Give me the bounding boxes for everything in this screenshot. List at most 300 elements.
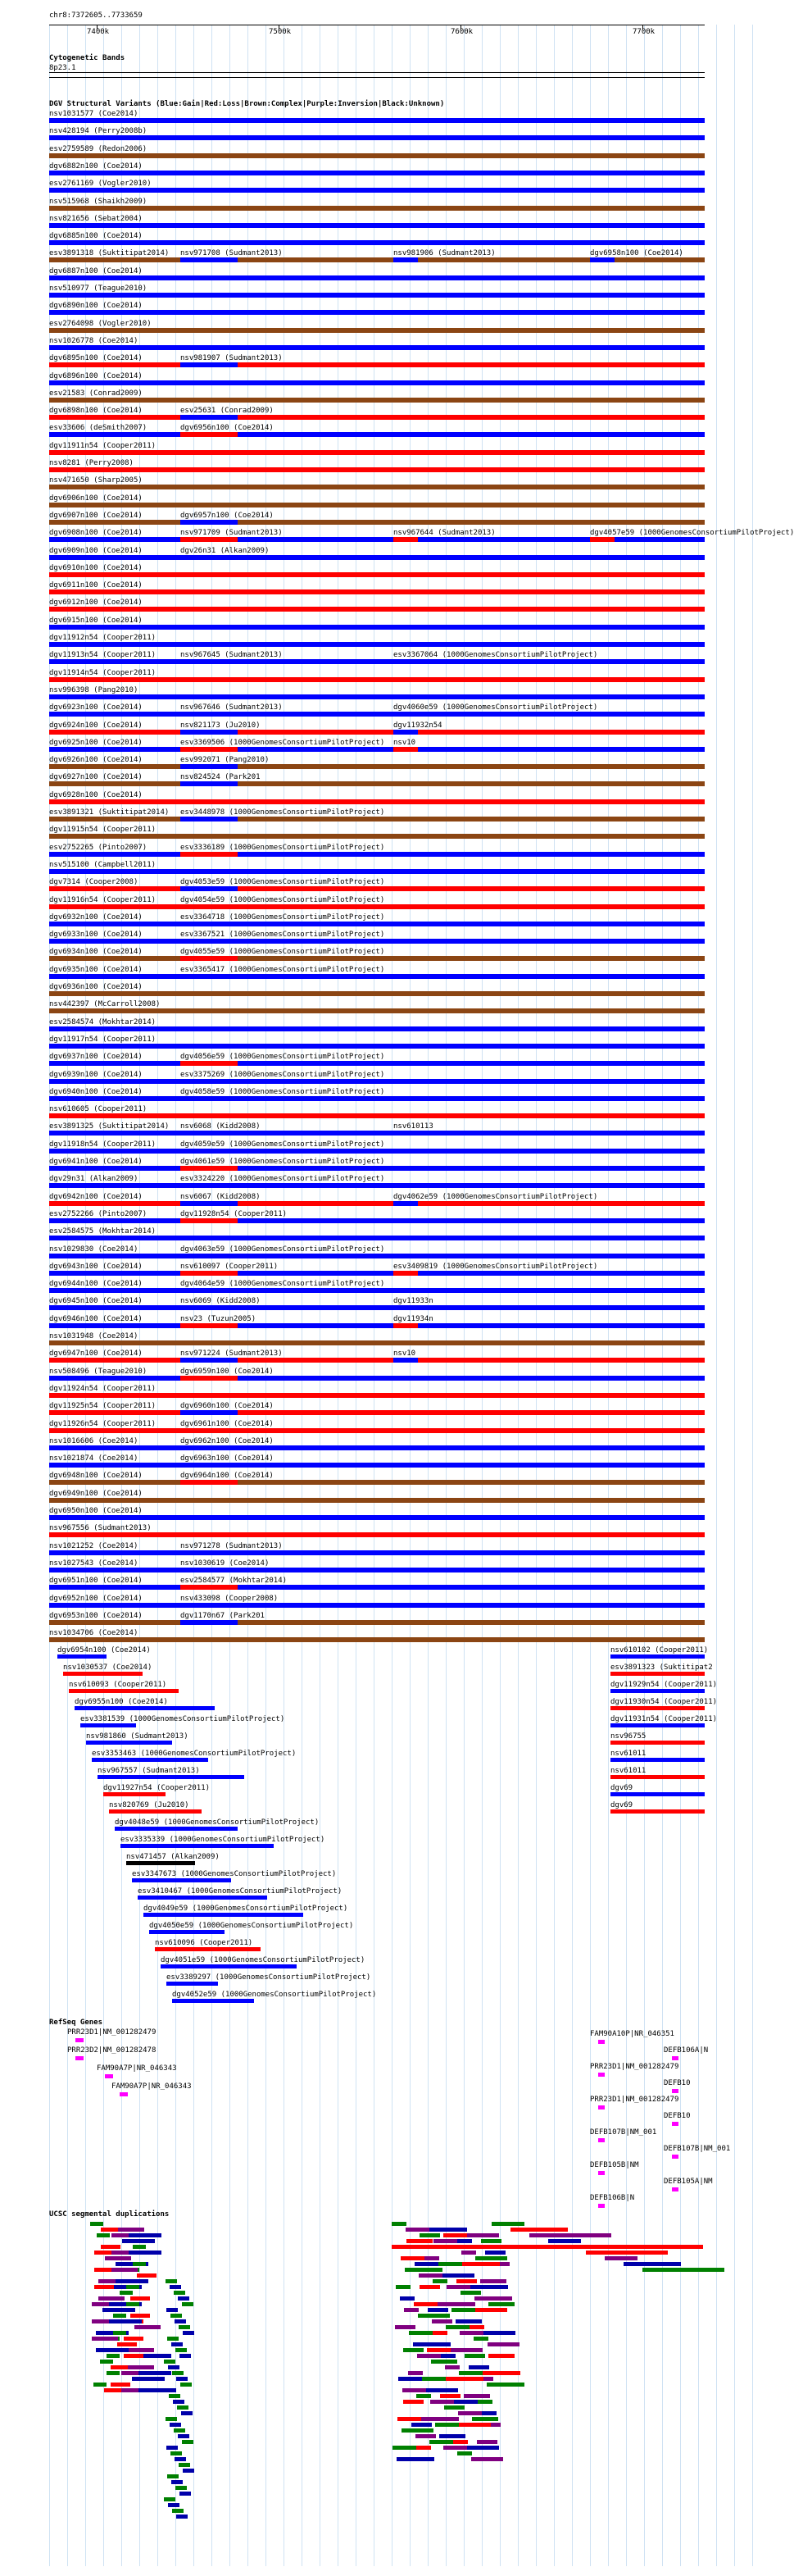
sv-extra-bar[interactable]	[180, 712, 238, 717]
sv-tail-bar[interactable]	[166, 1982, 218, 1986]
gene-bar-right[interactable]	[598, 2138, 605, 2142]
sv-extra-bar[interactable]	[180, 1149, 238, 1154]
segdup-bar[interactable]	[400, 2296, 415, 2301]
gene-bar-right[interactable]	[672, 2155, 678, 2159]
segdup-bar[interactable]	[451, 2348, 483, 2352]
sv-extra-bar[interactable]	[590, 257, 615, 262]
sv-bar[interactable]	[49, 607, 705, 612]
sv-bar[interactable]	[49, 206, 705, 211]
segdup-bar[interactable]	[624, 2262, 681, 2266]
sv-extra-bar[interactable]	[180, 1463, 238, 1468]
sv-bar[interactable]	[49, 1620, 705, 1625]
sv-bar[interactable]	[49, 1166, 705, 1171]
segdup-bar[interactable]	[443, 2446, 470, 2450]
sv-bar[interactable]	[49, 572, 705, 577]
sv-extra-bar[interactable]	[393, 537, 418, 542]
segdup-bar[interactable]	[420, 2285, 440, 2289]
segdup-bar[interactable]	[113, 2314, 126, 2318]
segdup-bar[interactable]	[460, 2331, 486, 2335]
segdup-bar[interactable]	[456, 2319, 482, 2323]
sv-extra-bar[interactable]	[180, 817, 238, 821]
segdup-bar[interactable]	[431, 2360, 457, 2364]
segdup-bar[interactable]	[166, 2308, 178, 2312]
segdup-bar[interactable]	[432, 2319, 452, 2323]
segdup-bar[interactable]	[92, 2337, 118, 2341]
segdup-bar[interactable]	[510, 2228, 568, 2232]
sv-bar[interactable]	[49, 1445, 705, 1450]
sv-bar[interactable]	[49, 730, 705, 735]
segdup-bar[interactable]	[467, 2446, 499, 2450]
segdup-bar[interactable]	[403, 2400, 424, 2404]
segdup-bar[interactable]	[113, 2331, 126, 2335]
segdup-bar[interactable]	[483, 2371, 520, 2375]
sv-extra-bar[interactable]	[180, 1201, 238, 1206]
segdup-bar[interactable]	[169, 2394, 180, 2398]
segdup-bar[interactable]	[440, 2394, 461, 2398]
segdup-bar[interactable]	[477, 2440, 497, 2444]
segdup-bar[interactable]	[586, 2251, 668, 2255]
sv-extra-bar[interactable]	[180, 1603, 238, 1608]
gene-bar-right[interactable]	[672, 2089, 678, 2093]
sv-extra-bar[interactable]	[180, 1428, 238, 1433]
segdup-bar[interactable]	[107, 2371, 120, 2375]
sv-bar[interactable]	[49, 886, 705, 891]
sv-bar[interactable]	[49, 1480, 705, 1485]
segdup-bar[interactable]	[102, 2308, 135, 2312]
segdup-bar[interactable]	[116, 2279, 148, 2283]
sv-bar[interactable]	[49, 1236, 705, 1240]
sv-extra-bar[interactable]	[180, 747, 238, 752]
sv-extra-bar[interactable]	[180, 537, 238, 542]
segdup-bar[interactable]	[456, 2279, 477, 2283]
sv-tail-bar[interactable]	[155, 1947, 261, 1951]
sv-extra-bar[interactable]	[180, 520, 238, 525]
gene-bar-right[interactable]	[598, 2105, 605, 2109]
sv-extra-bar[interactable]	[393, 1201, 418, 1206]
sv-extra-bar[interactable]	[180, 1166, 238, 1171]
segdup-bar[interactable]	[472, 2417, 498, 2421]
segdup-bar[interactable]	[465, 2354, 485, 2358]
sv-bar[interactable]	[49, 1585, 705, 1590]
sv-bar[interactable]	[49, 432, 705, 437]
segdup-bar[interactable]	[471, 2457, 503, 2461]
sv-bar[interactable]	[49, 1254, 705, 1258]
sv-extra-bar[interactable]	[393, 1271, 418, 1276]
sv-bar[interactable]	[49, 1218, 705, 1223]
segdup-bar[interactable]	[170, 2285, 181, 2289]
segdup-bar[interactable]	[398, 2377, 424, 2381]
sv-bar[interactable]	[49, 485, 705, 489]
segdup-bar[interactable]	[442, 2273, 474, 2278]
sv-extra-bar[interactable]	[180, 904, 238, 909]
segdup-bar[interactable]	[128, 2348, 154, 2352]
segdup-bar[interactable]	[413, 2342, 451, 2346]
sv-tail-bar[interactable]	[149, 1930, 225, 1934]
segdup-bar[interactable]	[180, 2383, 192, 2387]
segdup-bar[interactable]	[392, 2245, 703, 2249]
sv-extra-bar[interactable]	[180, 1410, 238, 1415]
segdup-bar[interactable]	[415, 2262, 441, 2266]
sv-bar[interactable]	[49, 1271, 705, 1276]
segdup-bar[interactable]	[438, 2302, 475, 2306]
segdup-bar[interactable]	[181, 2411, 193, 2415]
sv-extra-bar[interactable]	[180, 1568, 238, 1572]
segdup-bar[interactable]	[167, 2474, 179, 2478]
sv-bar[interactable]	[49, 747, 705, 752]
sv-extra-bar[interactable]	[180, 1131, 238, 1136]
sv-bar[interactable]	[49, 310, 705, 315]
sv-bar[interactable]	[49, 852, 705, 857]
sv-bar[interactable]	[49, 520, 705, 525]
sv-bar[interactable]	[49, 1096, 705, 1101]
segdup-bar[interactable]	[129, 2251, 161, 2255]
sv-tail-right-bar[interactable]	[610, 1758, 705, 1762]
segdup-bar[interactable]	[443, 2233, 470, 2237]
sv-extra-bar[interactable]	[180, 1218, 238, 1223]
sv-bar[interactable]	[49, 712, 705, 717]
sv-tail-right-bar[interactable]	[610, 1723, 705, 1727]
segdup-bar[interactable]	[475, 2256, 507, 2260]
sv-bar[interactable]	[49, 1113, 705, 1118]
segdup-bar[interactable]	[174, 2428, 185, 2433]
sv-extra-bar[interactable]	[180, 1480, 238, 1485]
sv-tail-bar[interactable]	[115, 1827, 238, 1831]
sv-bar[interactable]	[49, 293, 705, 298]
sv-bar[interactable]	[49, 1008, 705, 1013]
sv-tail-right-bar[interactable]	[610, 1654, 705, 1659]
sv-bar[interactable]	[49, 1603, 705, 1608]
sv-bar[interactable]	[49, 1358, 705, 1363]
sv-tail-bar[interactable]	[126, 1861, 195, 1865]
sv-bar[interactable]	[49, 799, 705, 804]
segdup-bar[interactable]	[134, 2325, 161, 2329]
sv-bar[interactable]	[49, 380, 705, 385]
sv-extra-bar[interactable]	[180, 1096, 238, 1101]
segdup-bar[interactable]	[183, 2331, 194, 2335]
sv-tail-bar[interactable]	[57, 1654, 107, 1659]
gene-bar[interactable]	[120, 2092, 128, 2096]
sv-tail-bar[interactable]	[161, 1964, 297, 1968]
segdup-bar[interactable]	[439, 2434, 465, 2438]
sv-tail-right-bar[interactable]	[610, 1809, 705, 1814]
sv-bar[interactable]	[49, 1201, 705, 1206]
segdup-bar[interactable]	[421, 2417, 459, 2421]
sv-bar[interactable]	[49, 503, 705, 507]
segdup-bar[interactable]	[172, 2509, 184, 2513]
segdup-bar[interactable]	[168, 2503, 179, 2507]
segdup-bar[interactable]	[93, 2383, 107, 2387]
segdup-bar[interactable]	[164, 2497, 175, 2501]
segdup-bar[interactable]	[168, 2365, 179, 2369]
segdup-bar[interactable]	[406, 2239, 433, 2243]
segdup-bar[interactable]	[605, 2256, 637, 2260]
segdup-bar[interactable]	[179, 2354, 191, 2358]
sv-tail-bar[interactable]	[120, 1844, 274, 1848]
segdup-bar[interactable]	[129, 2233, 161, 2237]
sv-tail-right-bar[interactable]	[610, 1672, 705, 1676]
sv-tail-bar[interactable]	[75, 1706, 215, 1710]
sv-bar[interactable]	[49, 677, 705, 682]
segdup-bar[interactable]	[429, 2228, 467, 2232]
segdup-bar[interactable]	[175, 2348, 187, 2352]
segdup-bar[interactable]	[461, 2291, 481, 2295]
sv-bar[interactable]	[49, 1288, 705, 1293]
sv-bar[interactable]	[49, 1061, 705, 1066]
sv-tail-bar[interactable]	[86, 1741, 172, 1745]
segdup-bar[interactable]	[420, 2233, 440, 2237]
segdup-bar[interactable]	[176, 2377, 188, 2381]
sv-extra-bar[interactable]	[393, 747, 418, 752]
segdup-bar[interactable]	[402, 2428, 433, 2433]
segdup-bar[interactable]	[424, 2256, 439, 2260]
sv-bar[interactable]	[49, 188, 705, 193]
sv-bar[interactable]	[49, 1340, 705, 1345]
segdup-bar[interactable]	[451, 2308, 478, 2312]
gene-bar-right[interactable]	[598, 2171, 605, 2175]
sv-extra-bar[interactable]	[393, 1323, 418, 1328]
segdup-bar[interactable]	[90, 2222, 103, 2226]
sv-extra-bar[interactable]	[180, 781, 238, 786]
segdup-bar[interactable]	[487, 2383, 524, 2387]
segdup-bar[interactable]	[179, 2463, 190, 2467]
segdup-bar[interactable]	[395, 2325, 415, 2329]
sv-tail-bar[interactable]	[143, 1913, 303, 1917]
segdup-bar[interactable]	[461, 2251, 476, 2255]
sv-bar[interactable]	[49, 642, 705, 647]
segdup-bar[interactable]	[470, 2325, 484, 2329]
segdup-bar[interactable]	[416, 2446, 431, 2450]
sv-bar[interactable]	[49, 764, 705, 769]
sv-bar[interactable]	[49, 1532, 705, 1537]
sv-bar[interactable]	[49, 974, 705, 979]
sv-extra-bar[interactable]	[180, 956, 238, 961]
segdup-bar[interactable]	[98, 2296, 125, 2301]
gene-bar-right[interactable]	[598, 2073, 605, 2077]
segdup-bar[interactable]	[485, 2251, 506, 2255]
sv-bar[interactable]	[49, 1044, 705, 1049]
sv-tail-bar[interactable]	[69, 1689, 179, 1693]
segdup-bar[interactable]	[467, 2233, 499, 2237]
segdup-bar[interactable]	[171, 2342, 183, 2346]
sv-extra-bar[interactable]	[180, 1061, 238, 1066]
segdup-bar[interactable]	[446, 2377, 483, 2381]
segdup-bar[interactable]	[419, 2273, 445, 2278]
gene-bar[interactable]	[75, 2056, 84, 2060]
segdup-bar[interactable]	[100, 2360, 113, 2364]
segdup-bar[interactable]	[167, 2337, 179, 2341]
segdup-bar[interactable]	[130, 2296, 150, 2301]
sv-bar[interactable]	[49, 135, 705, 140]
segdup-bar[interactable]	[132, 2377, 165, 2381]
sv-tail-right-bar[interactable]	[610, 1689, 705, 1693]
segdup-bar[interactable]	[128, 2365, 154, 2369]
segdup-bar[interactable]	[453, 2440, 468, 2444]
sv-bar[interactable]	[49, 118, 705, 123]
segdup-bar[interactable]	[427, 2348, 453, 2352]
sv-extra-bar[interactable]	[393, 730, 418, 735]
sv-extra-bar[interactable]	[180, 1305, 238, 1310]
sv-bar[interactable]	[49, 1498, 705, 1503]
segdup-bar[interactable]	[124, 2354, 143, 2358]
sv-bar[interactable]	[49, 1393, 705, 1398]
segdup-bar[interactable]	[415, 2434, 436, 2438]
sv-bar[interactable]	[49, 694, 705, 699]
segdup-bar[interactable]	[178, 2296, 189, 2301]
sv-bar[interactable]	[49, 1131, 705, 1136]
segdup-bar[interactable]	[488, 2302, 515, 2306]
sv-bar[interactable]	[49, 869, 705, 874]
sv-bar[interactable]	[49, 1515, 705, 1520]
sv-bar[interactable]	[49, 1323, 705, 1328]
sv-extra-bar[interactable]	[180, 1254, 238, 1258]
sv-extra-bar[interactable]	[180, 1183, 238, 1188]
segdup-bar[interactable]	[488, 2342, 520, 2346]
segdup-bar[interactable]	[469, 2365, 489, 2369]
segdup-bar[interactable]	[182, 2302, 193, 2306]
sv-extra-bar[interactable]	[180, 939, 238, 944]
sv-bar[interactable]	[49, 450, 705, 455]
segdup-bar[interactable]	[529, 2233, 611, 2237]
sv-tail-bar[interactable]	[63, 1672, 143, 1676]
segdup-bar[interactable]	[166, 2417, 177, 2421]
segdup-bar[interactable]	[426, 2388, 458, 2392]
segdup-bar[interactable]	[492, 2222, 524, 2226]
sv-tail-bar[interactable]	[80, 1723, 136, 1727]
sv-bar[interactable]	[49, 1410, 705, 1415]
sv-extra-bar[interactable]	[180, 1585, 238, 1590]
segdup-bar[interactable]	[138, 2354, 171, 2358]
sv-tail-bar[interactable]	[138, 1896, 267, 1900]
sv-extra-bar[interactable]	[393, 712, 418, 717]
segdup-bar[interactable]	[474, 2337, 488, 2341]
segdup-bar[interactable]	[408, 2371, 423, 2375]
segdup-bar[interactable]	[111, 2383, 130, 2387]
segdup-bar[interactable]	[165, 2388, 176, 2392]
sv-extra-bar[interactable]	[180, 1620, 238, 1625]
sv-bar[interactable]	[49, 398, 705, 403]
sv-bar[interactable]	[49, 922, 705, 926]
segdup-bar[interactable]	[444, 2405, 465, 2410]
sv-bar[interactable]	[49, 1149, 705, 1154]
segdup-bar[interactable]	[138, 2371, 171, 2375]
gene-bar-right[interactable]	[672, 2056, 678, 2060]
sv-bar[interactable]	[49, 171, 705, 175]
segdup-bar[interactable]	[179, 2492, 191, 2496]
gene-bar[interactable]	[75, 2038, 84, 2042]
sv-extra-bar[interactable]	[180, 362, 238, 367]
segdup-bar[interactable]	[120, 2291, 133, 2295]
sv-tail-right-bar[interactable]	[610, 1741, 705, 1745]
sv-tail-right-bar[interactable]	[610, 1775, 705, 1779]
sv-extra-bar[interactable]	[393, 659, 418, 664]
sv-tail-bar[interactable]	[172, 1999, 254, 2003]
sv-bar[interactable]	[49, 1305, 705, 1310]
segdup-bar[interactable]	[171, 2480, 183, 2484]
sv-bar[interactable]	[49, 275, 705, 280]
segdup-bar[interactable]	[457, 2239, 472, 2243]
segdup-bar[interactable]	[483, 2331, 515, 2335]
segdup-bar[interactable]	[445, 2365, 460, 2369]
gene-bar-right[interactable]	[598, 2040, 605, 2044]
gene-bar-right[interactable]	[598, 2204, 605, 2208]
segdup-bar[interactable]	[137, 2273, 157, 2278]
segdup-bar[interactable]	[481, 2239, 501, 2243]
segdup-bar[interactable]	[405, 2268, 442, 2272]
sv-bar[interactable]	[49, 1079, 705, 1084]
segdup-bar[interactable]	[172, 2371, 184, 2375]
segdup-bar[interactable]	[170, 2451, 182, 2455]
segdup-bar[interactable]	[124, 2337, 143, 2341]
segdup-bar[interactable]	[459, 2423, 491, 2427]
segdup-bar[interactable]	[133, 2245, 146, 2249]
segdup-bar[interactable]	[397, 2457, 434, 2461]
segdup-bar[interactable]	[179, 2325, 190, 2329]
segdup-bar[interactable]	[433, 2279, 447, 2283]
sv-tail-right-bar[interactable]	[610, 1706, 705, 1710]
segdup-bar[interactable]	[457, 2451, 472, 2455]
segdup-bar[interactable]	[175, 2319, 186, 2323]
sv-tail-bar[interactable]	[132, 1878, 231, 1882]
sv-bar[interactable]	[49, 1183, 705, 1188]
sv-bar[interactable]	[49, 625, 705, 630]
sv-extra-bar[interactable]	[180, 1079, 238, 1084]
segdup-bar[interactable]	[101, 2245, 120, 2249]
sv-extra-bar[interactable]	[393, 1305, 418, 1310]
segdup-bar[interactable]	[411, 2423, 432, 2427]
sv-bar[interactable]	[49, 781, 705, 786]
segdup-bar[interactable]	[105, 2256, 131, 2260]
sv-extra-bar[interactable]	[180, 1288, 238, 1293]
sv-bar[interactable]	[49, 904, 705, 909]
sv-bar[interactable]	[49, 362, 705, 367]
sv-bar[interactable]	[49, 589, 705, 594]
segdup-bar[interactable]	[392, 2222, 406, 2226]
segdup-bar[interactable]	[403, 2348, 424, 2352]
segdup-bar[interactable]	[109, 2319, 142, 2323]
sv-extra-bar[interactable]	[180, 922, 238, 926]
sv-bar[interactable]	[49, 1026, 705, 1031]
segdup-bar[interactable]	[474, 2296, 512, 2301]
segdup-bar[interactable]	[173, 2400, 184, 2404]
sv-extra-bar[interactable]	[180, 730, 238, 735]
sv-bar[interactable]	[49, 659, 705, 664]
segdup-bar[interactable]	[175, 2486, 187, 2490]
segdup-bar[interactable]	[642, 2268, 724, 2272]
gene-bar-right[interactable]	[672, 2187, 678, 2191]
sv-extra-bar[interactable]	[180, 1323, 238, 1328]
segdup-bar[interactable]	[182, 2440, 193, 2444]
sv-extra-bar[interactable]	[393, 1131, 418, 1136]
segdup-bar[interactable]	[462, 2262, 500, 2266]
segdup-bar[interactable]	[111, 2268, 138, 2272]
sv-bar[interactable]	[49, 1568, 705, 1572]
sv-bar[interactable]	[49, 153, 705, 158]
sv-extra-bar[interactable]	[180, 1358, 238, 1363]
segdup-bar[interactable]	[178, 2434, 189, 2438]
sv-extra-bar[interactable]	[590, 537, 615, 542]
sv-bar[interactable]	[49, 1463, 705, 1468]
segdup-bar[interactable]	[174, 2291, 185, 2295]
segdup-bar[interactable]	[94, 2285, 114, 2289]
sv-bar[interactable]	[49, 817, 705, 821]
segdup-bar[interactable]	[96, 2348, 129, 2352]
sv-extra-bar[interactable]	[180, 257, 238, 262]
sv-bar[interactable]	[49, 956, 705, 961]
segdup-bar[interactable]	[441, 2354, 456, 2358]
segdup-bar[interactable]	[480, 2279, 506, 2283]
gene-bar-right[interactable]	[672, 2122, 678, 2126]
sv-extra-bar[interactable]	[180, 1376, 238, 1381]
